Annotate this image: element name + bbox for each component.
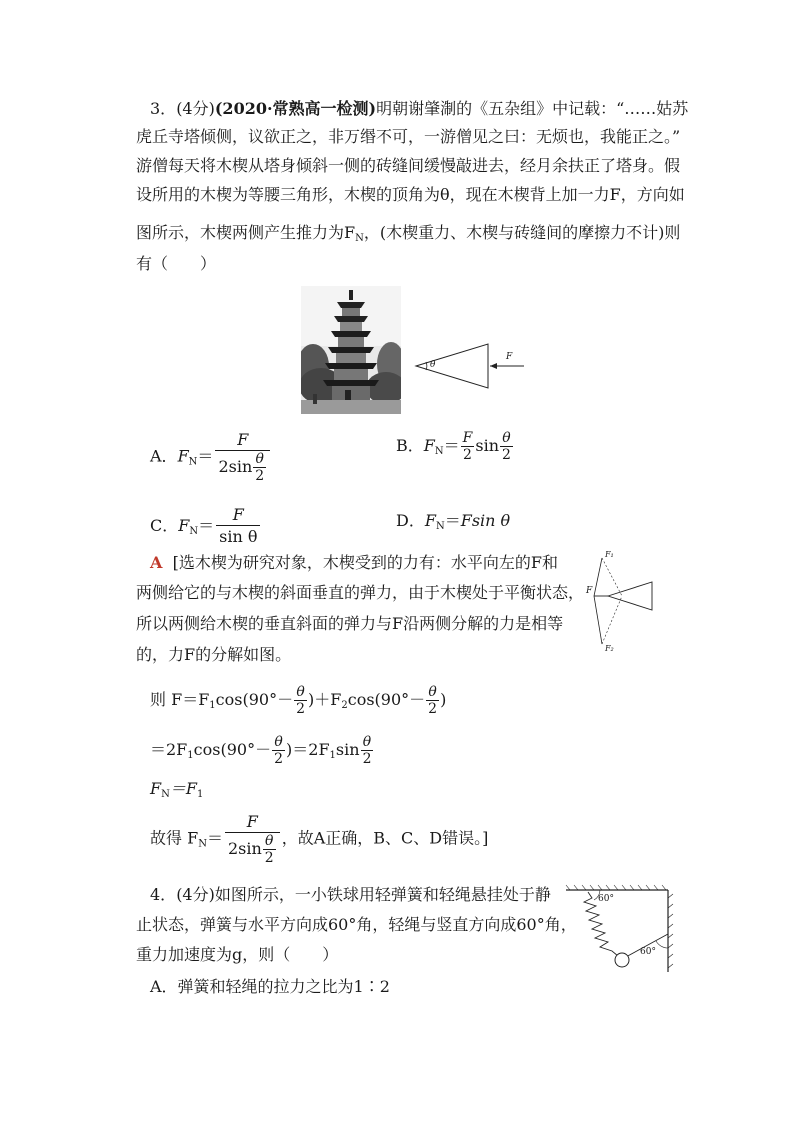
- spring-angle-label: 60°: [598, 894, 614, 904]
- fig2-F1-label: F₁: [605, 550, 614, 559]
- eq3-sub: N: [161, 789, 170, 800]
- solution-line1: [150, 552, 558, 574]
- option-c-label: C．: [150, 516, 179, 535]
- option-b-half-theta: [500, 430, 513, 463]
- q3-line2: 虎丘寺塔倾侧，议欲正之，非万缗不可，一游僧见之曰：无烦也，我能正之。”: [136, 127, 681, 146]
- eq1-cos-a: cos(90°－: [215, 690, 294, 709]
- eq3-lhs: F: [150, 779, 162, 798]
- eq1-end: ): [440, 690, 447, 709]
- final-half-theta: [263, 833, 276, 866]
- final-theta: θ: [265, 833, 274, 849]
- option-c-den: sin θ: [216, 525, 260, 548]
- option-a-den-pre: 2sin: [218, 457, 253, 476]
- eq1-cos-b: cos(90°－: [347, 690, 426, 709]
- fig2-F-label: F: [586, 586, 593, 596]
- option-b-two: 2: [502, 447, 511, 463]
- q4-option-a[interactable]: A．弹簧和轻绳的拉力之比为1∶2: [150, 977, 390, 996]
- pagoda-photo: [301, 286, 401, 414]
- q4-score: (4分): [176, 885, 215, 904]
- option-b-sin: sin: [475, 436, 499, 455]
- option-a-sub: N: [188, 456, 198, 468]
- option-b-lhs: F: [423, 436, 435, 455]
- equation-final: [150, 812, 488, 866]
- eq2-half-theta-a: [272, 734, 285, 767]
- answer-letter: A: [150, 553, 163, 572]
- q3-line4: 设所用的木楔为等腰三角形，木楔的顶角为θ，现在木楔背上加一力F，方向如: [136, 185, 685, 204]
- force-decomposition-diagram: [586, 548, 658, 656]
- solution-line4: 的，力F的分解如图。: [136, 645, 292, 664]
- option-b-fraction: [461, 430, 475, 463]
- fig2-F2-label: F₂: [605, 644, 614, 653]
- q3-number: 3．: [150, 99, 177, 118]
- q3-line1: [150, 98, 688, 120]
- q4-line1: [150, 884, 551, 906]
- q4-line3: 重力加速度为g，则（ ）: [136, 945, 339, 964]
- q3-line5: [136, 222, 680, 250]
- eq1-mid: )＋F: [308, 690, 342, 709]
- option-c-eq: ＝: [198, 516, 215, 535]
- final-den: [225, 832, 280, 866]
- eq3-rhs: ＝F: [169, 779, 197, 798]
- eq1-sub1: 1: [209, 700, 216, 711]
- option-a-label: A．: [150, 446, 178, 466]
- eq1-two-b: 2: [428, 701, 438, 717]
- eq2-two-a: 2: [274, 751, 284, 767]
- option-b-num: F: [462, 430, 473, 446]
- option-a-two: 2: [255, 468, 265, 484]
- option-c-num: F: [232, 505, 244, 524]
- final-fraction: [225, 812, 280, 866]
- option-d-lhs: F: [424, 511, 436, 530]
- final-rest: ，故A正确，B、C、D错误。]: [281, 828, 489, 848]
- final-eq: ＝: [206, 828, 223, 848]
- option-d-label: D．: [396, 511, 425, 530]
- q3-line5-text: 图所示，木楔两侧产生推力为F: [136, 223, 356, 242]
- option-b-eq: ＝: [443, 436, 460, 455]
- q3-line1-text: 明朝谢肇淛的《五杂组》中记载：“……姑苏: [376, 99, 689, 118]
- solution-text-1: [选木楔为研究对象，木楔受到的力有：水平向左的F和: [172, 553, 558, 572]
- q4-line2: 止状态，弹簧与水平方向成60°角，轻绳与竖直方向成60°角，: [136, 915, 577, 934]
- eq1-theta-b: θ: [428, 684, 437, 700]
- final-den-pre: 2sin: [227, 839, 262, 858]
- eq1-pre: 则 F＝F: [150, 690, 210, 709]
- final-pre: 故得 F: [150, 828, 199, 848]
- eq2-pre: ＝2F: [150, 740, 188, 759]
- q3-line6: 有（ ）: [136, 254, 217, 273]
- solution-line2: 两侧给它的与木楔的斜面垂直的弹力，由于木楔处于平衡状态，: [136, 583, 585, 602]
- eq1-half-theta-a: [294, 684, 307, 717]
- final-two: 2: [264, 850, 274, 866]
- eq1-sub2: 2: [341, 700, 348, 711]
- q4-number: 4．: [150, 885, 177, 904]
- q3-line5-rest: ，(木楔重力、木楔与砖缝间的摩擦力不计)则: [363, 223, 681, 242]
- option-d-eq: ＝: [444, 511, 461, 530]
- equation-1: [150, 684, 446, 717]
- equation-2: [150, 734, 374, 767]
- option-b-theta: θ: [502, 430, 511, 446]
- option-a-theta: θ: [255, 451, 264, 467]
- eq2-cos: cos(90°－: [193, 740, 272, 759]
- option-c-sub: N: [189, 526, 199, 537]
- wedge-F-label: F: [506, 352, 513, 362]
- eq1-half-theta-b: [426, 684, 439, 717]
- solution-line3: 所以两侧给木楔的垂直斜面的弹力与F沿两侧分解的力是相等: [136, 614, 564, 633]
- rope-angle-label: 60°: [640, 947, 656, 957]
- eq2-two-b: 2: [362, 751, 372, 767]
- final-num: F: [246, 812, 258, 831]
- option-d-sub: N: [435, 521, 445, 532]
- q3-line5-sub: N: [355, 233, 364, 244]
- option-b-den: 2: [463, 447, 472, 463]
- option-c-fraction: [216, 505, 260, 548]
- q3-source: (2020·常熟高一检测): [214, 99, 377, 118]
- option-a-fraction: [215, 430, 270, 484]
- option-c-lhs: F: [178, 516, 190, 535]
- equation-3: [150, 778, 203, 806]
- option-b[interactable]: [396, 430, 514, 463]
- option-a-den: [215, 450, 270, 484]
- eq2-half-theta-b: [361, 734, 374, 767]
- eq1-two-a: 2: [296, 701, 306, 717]
- spring-rope-diagram: [562, 884, 674, 976]
- eq2-sub1b: 1: [329, 750, 336, 761]
- eq2-mid: )＝2F: [286, 740, 330, 759]
- eq2-sin: sin: [335, 740, 360, 759]
- eq2-sub1: 1: [187, 750, 194, 761]
- q4-line1-text: 如图所示，一小铁球用轻弹簧和轻绳悬挂处于静: [214, 885, 551, 904]
- option-b-label: B．: [396, 436, 424, 455]
- eq2-theta-b: θ: [362, 734, 372, 750]
- option-d-rhs: Fsin θ: [460, 511, 511, 530]
- option-d[interactable]: [396, 510, 510, 538]
- option-b-sub: N: [434, 446, 444, 457]
- option-a-half-theta: [253, 451, 266, 484]
- eq3-sub1: 1: [196, 789, 204, 800]
- final-sub: N: [198, 838, 207, 850]
- eq1-theta-a: θ: [296, 684, 305, 700]
- option-a[interactable]: [150, 430, 272, 484]
- wedge-theta-label: θ: [430, 360, 436, 370]
- option-a-num: F: [237, 430, 249, 449]
- option-a-eq: ＝: [197, 446, 214, 466]
- q3-score: (4分): [176, 99, 215, 118]
- q3-line3: 游僧每天将木楔从塔身倾斜一侧的砖缝间缓慢敲进去，经月余扶正了塔身。假: [136, 156, 681, 175]
- option-c[interactable]: [150, 505, 262, 548]
- eq2-theta-a: θ: [274, 734, 283, 750]
- option-a-lhs: F: [177, 446, 189, 466]
